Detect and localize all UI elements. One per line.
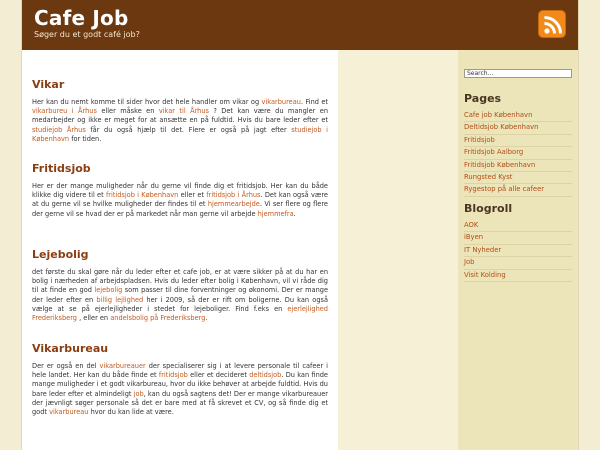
text-span: Der er også en del (32, 362, 100, 370)
page-container (22, 0, 578, 450)
inline-link[interactable]: hjemmefra (257, 209, 294, 218)
text-span: , eller en (77, 314, 111, 323)
sidebar-item-page[interactable]: Cafe job København (464, 110, 572, 122)
text-span: , kan du også sagtens det! Der er mange vikarbureauer der jævnligt søger personale så det er bare med at få skrevet et CV, og så finde dig et godt (32, 389, 328, 417)
inline-link[interactable]: ejerlejlighed Frederiksberg (32, 304, 328, 323)
inline-link[interactable]: fritidsjob (158, 371, 188, 380)
inline-link[interactable]: studiejob i København (32, 125, 328, 143)
sidebar (458, 50, 578, 450)
text-span: som passer til dine forventninger og økonomi. Der er mange der leder efter en (32, 286, 328, 304)
text-span: det første du skal gøre når du leder efter et cafe job, er at være sikker på at du har en bolig i nærheden af arbejdspladsen. Hvis du leder efter bolig i København, vil vi råde dig til at finde en god (32, 268, 328, 295)
post-title[interactable]: Lejebolig (32, 248, 89, 261)
site-title[interactable]: Cafe Job (34, 6, 129, 30)
blogroll-link[interactable]: Visit Kolding (464, 270, 572, 282)
text-span: . Vi ser flere og flere der gerne vil se hvad der er på markedet når man gerne vil arbejde (32, 200, 328, 218)
rss-feed-icon[interactable] (538, 10, 566, 38)
site-tagline: Søger du et godt café job? (34, 30, 140, 39)
text-span: der specialiserer sig i at levere personale til cafeer i hele landet. Her kan du både finde et (32, 362, 328, 380)
inline-link[interactable]: deltidsjob (249, 371, 282, 380)
post-text (32, 98, 328, 144)
post-section (32, 78, 328, 144)
text-span: Her kan du nemt komme til sider hvor det hele handler om vikar og (32, 98, 262, 106)
text-span: . (205, 314, 208, 323)
blogroll-link[interactable]: AOK (464, 220, 572, 232)
pages-list (464, 110, 572, 197)
column-spacer (338, 50, 458, 450)
inline-link[interactable]: lejebolig (94, 286, 123, 295)
site-header (22, 0, 578, 50)
post-text (32, 362, 328, 417)
inline-link[interactable]: billig lejlighed (96, 295, 144, 304)
post-title[interactable]: Fritidsjob (32, 162, 91, 175)
sidebar-item-page[interactable]: Fritidsjob (464, 135, 572, 147)
inline-link[interactable]: fritidsjob i København (105, 191, 179, 200)
text-span: her i 2009, så der er rift om boligerne. Du kan også vælge at se på ejerlejligheder i stedet for lejeboliger. Find f.eks en (32, 295, 328, 313)
text-span: for tiden. (69, 134, 102, 143)
sidebar-item-page[interactable]: Rungsted Kyst (464, 172, 572, 184)
search-input[interactable] (464, 69, 572, 78)
text-span: . Det kan også være at du gerne vil se hvilke muligheder der findes til et (32, 191, 328, 209)
sidebar-item-page[interactable]: Fritidsjob Aalborg (464, 147, 572, 159)
inline-link[interactable]: job (133, 389, 144, 398)
inline-link[interactable]: andelsbolig på Frederiksberg (110, 314, 206, 323)
blogroll-link[interactable]: iByen (464, 232, 572, 244)
text-span: . Du kan finde mange muligheder i et godt vikarbureau, hvor du ikke behøver at arbejde fuldtid. Hvis du bare leder efter et almindeligt (32, 371, 328, 398)
post-section (32, 248, 328, 323)
post-section (32, 342, 328, 417)
inline-link[interactable]: vikarbureu i Århus (32, 107, 97, 116)
text-span: eller et decideret (187, 371, 250, 380)
text-span: eller et (178, 191, 207, 200)
text-span: ? Det kan være du mangler en medarbejder og ikke er meget for at ansætte en på fuldtid. Hvis du bare leder efter et (32, 107, 328, 125)
blogroll-link[interactable]: Job (464, 257, 572, 269)
inline-link[interactable]: vikarbureauer (99, 362, 146, 370)
blogroll-link[interactable]: IT Nyheder (464, 245, 572, 257)
post-title[interactable]: Vikar (32, 78, 65, 91)
text-span: Her er der mange muligheder når du gerne vil finde dig et fritidsjob. Her kan du både klikke dig videre til et (32, 182, 328, 200)
post-text (32, 268, 328, 323)
inline-link[interactable]: vikarbureau (261, 98, 301, 106)
post-title[interactable]: Vikarbureau (32, 342, 109, 355)
sidebar-item-page[interactable]: Rygestop på alle cafeer (464, 184, 572, 196)
post-text (32, 182, 328, 219)
text-span: . (293, 209, 296, 218)
inline-link[interactable]: studiejob Århus (32, 125, 86, 134)
text-span: eller måske en (96, 107, 159, 116)
text-span: får du også hjælp til det. Flere er også på jagt efter (85, 125, 292, 134)
blogroll-heading: Blogroll (464, 202, 513, 215)
main-content (22, 50, 338, 450)
text-span: hvor du kan lide at være. (88, 408, 174, 417)
pages-heading: Pages (464, 92, 502, 105)
text-span: . Find et (300, 98, 328, 106)
sidebar-item-page[interactable]: Fritidsjob København (464, 160, 572, 172)
blogroll-list (464, 220, 572, 282)
post-section (32, 162, 328, 219)
inline-link[interactable]: hjemmearbejde (207, 200, 260, 209)
inline-link[interactable]: vikar til Århus (158, 107, 209, 116)
sidebar-item-page[interactable]: Deltidsjob København (464, 122, 572, 134)
inline-link[interactable]: vikarbureau (49, 408, 89, 417)
inline-link[interactable]: fritidsjob i Århus (206, 191, 261, 200)
